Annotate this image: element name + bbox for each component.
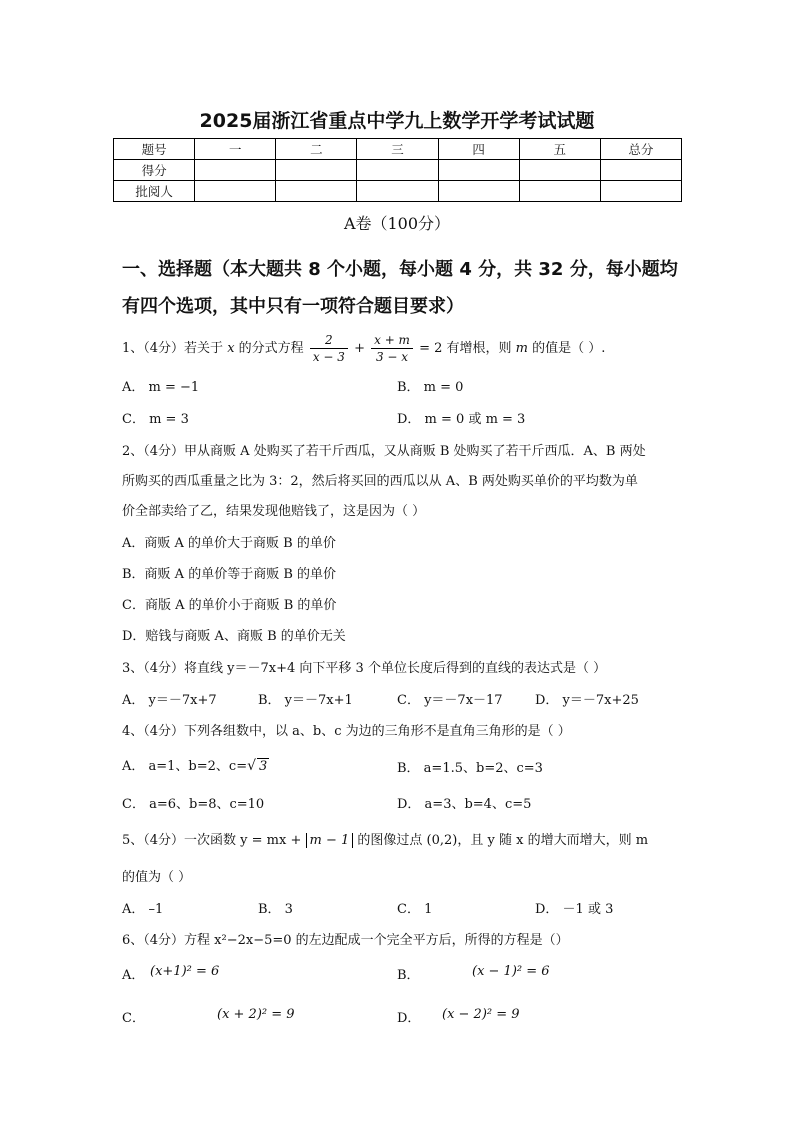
sqrt-icon: √: [247, 758, 257, 774]
q6-option-b-label: B．: [397, 968, 420, 983]
q6-option-b-expr: (x − 1)² = 6: [472, 964, 550, 979]
q1-eq: = 2 有增根，则: [419, 341, 512, 356]
q2-option-d: D．赔钱与商贩 A、商贩 B 的单价无关: [122, 629, 346, 644]
page-title: 2025届浙江省重点中学九上数学开学考试试题: [199, 110, 595, 132]
q2-option-c: C．商版 A 的单价小于商贩 B 的单价: [122, 598, 337, 613]
q6-option-c-label: C．: [122, 1011, 145, 1026]
table-cell: 三: [357, 139, 438, 160]
fraction-denominator: 3 − x: [375, 350, 409, 364]
q6-option-d-label: D．: [397, 1011, 421, 1026]
q1-end: 的值是（ ）.: [532, 341, 606, 356]
section-subtitle: A卷（100分）: [343, 214, 451, 233]
q1-option-b: B． m = 0: [397, 380, 464, 395]
table-cell: [438, 181, 519, 202]
q5-abs: m − 1: [306, 833, 354, 848]
q4-option-a: [122, 755, 269, 774]
fraction-numerator: 2: [310, 332, 348, 349]
question-2-line2: 所购买的西瓜重量之比为 3：2，然后将买回的西瓜以从 A、B 两处购买单价的平均数为单: [122, 474, 638, 489]
table-cell: 得分: [114, 160, 195, 181]
table-row: [114, 181, 682, 202]
q5-option-d: D． －1 或 3: [535, 902, 614, 917]
fraction-2: [371, 332, 413, 365]
q4-option-a-text: A． a=1、b=2、c=: [122, 759, 248, 774]
table-cell: [276, 160, 357, 181]
q1-prefix: 1、（4分）若关于: [122, 341, 224, 356]
q3-option-d: D． y＝－7x+25: [535, 693, 639, 708]
table-cell: [195, 181, 276, 202]
q2-option-a: A．商贩 A 的单价大于商贩 B 的单价: [122, 536, 336, 551]
q5-text-b: 的图像过点 (0,2)，且 y 随 x 的增大而增大，则 m: [357, 833, 649, 848]
q6-option-c-expr: (x + 2)² = 9: [217, 1007, 295, 1022]
fraction-1: [310, 332, 348, 365]
q5-option-c: C． 1: [397, 902, 433, 917]
q6-option-a-expr: (x+1)² = 6: [150, 964, 220, 979]
q2-option-b: B．商贩 A 的单价等于商贩 B 的单价: [122, 567, 337, 582]
question-4: 4、（4分）下列各组数中，以 a、b、c 为边的三角形不是直角三角形的是（ ）: [122, 724, 571, 739]
table-cell: 一: [195, 139, 276, 160]
q5-option-b: B． 3: [258, 902, 293, 917]
q1-mid: 的分式方程: [238, 341, 304, 356]
table-cell: [276, 181, 357, 202]
question-2-line3: 价全部卖给了乙，结果发现他赔钱了，这是因为（ ）: [122, 504, 426, 519]
question-5-line1: [122, 829, 648, 848]
table-cell: 题号: [114, 139, 195, 160]
q1-option-c: C． m = 3: [122, 412, 189, 427]
table-cell: 二: [276, 139, 357, 160]
table-row: [114, 139, 682, 160]
table-cell: [519, 160, 600, 181]
question-5-line2: 的值为（ ）: [122, 870, 192, 885]
question-1: [122, 332, 605, 365]
q4-option-d: D． a=3、b=4、c=5: [397, 797, 532, 812]
question-2-line1: 2、（4分）甲从商贩 A 处购买了若干斤西瓜，又从商贩 B 处购买了若干斤西瓜．A、B 两处: [122, 444, 646, 459]
fraction-numerator: x + m: [371, 332, 413, 349]
question-3: 3、（4分）将直线 y＝－7x+4 向下平移 3 个单位长度后得到的直线的表达式是（ ）: [122, 661, 607, 676]
fraction-denominator: x − 3: [312, 350, 345, 364]
q5-text-a: 5、（4分）一次函数 y = mx +: [122, 833, 302, 848]
table-cell: [195, 160, 276, 181]
q4-option-b: B． a=1.5、b=2、c=3: [397, 761, 543, 776]
table-cell: [357, 160, 438, 181]
q6-option-a-label: A．: [122, 968, 145, 983]
q1-m: m: [515, 341, 528, 356]
q5-option-a: A． –1: [122, 902, 164, 917]
table-row: [114, 160, 682, 181]
q3-option-a: A． y＝－7x+7: [122, 693, 217, 708]
section-heading-line1: 一、选择题（本大题共 8 个小题，每小题 4 分，共 32 分，每小题均: [122, 259, 678, 280]
table-cell: 四: [438, 139, 519, 160]
sqrt-radicand: 3: [259, 759, 268, 774]
q3-option-c: C． y＝－7x－17: [397, 693, 503, 708]
plus-sign: +: [354, 341, 365, 356]
q3-option-b: B． y＝－7x+1: [258, 693, 353, 708]
q1-var: x: [227, 341, 235, 356]
table-cell: [519, 181, 600, 202]
table-cell: [438, 160, 519, 181]
table-cell: 总分: [600, 139, 681, 160]
question-6: 6、（4分）方程 x²−2x−5=0 的左边配成一个完全平方后，所得的方程是（）: [122, 933, 569, 948]
table-cell: [600, 160, 681, 181]
table-cell: [600, 181, 681, 202]
table-cell: [357, 181, 438, 202]
table-cell: 五: [519, 139, 600, 160]
q4-option-c: C． a=6、b=8、c=10: [122, 797, 265, 812]
section-heading-line2: 有四个选项，其中只有一项符合题目要求）: [122, 296, 464, 317]
q1-option-d: D． m = 0 或 m = 3: [397, 412, 526, 427]
score-table: [113, 138, 682, 202]
table-cell: 批阅人: [114, 181, 195, 202]
q6-option-d-expr: (x − 2)² = 9: [442, 1007, 520, 1022]
q1-option-a: A． m = −1: [122, 380, 200, 395]
